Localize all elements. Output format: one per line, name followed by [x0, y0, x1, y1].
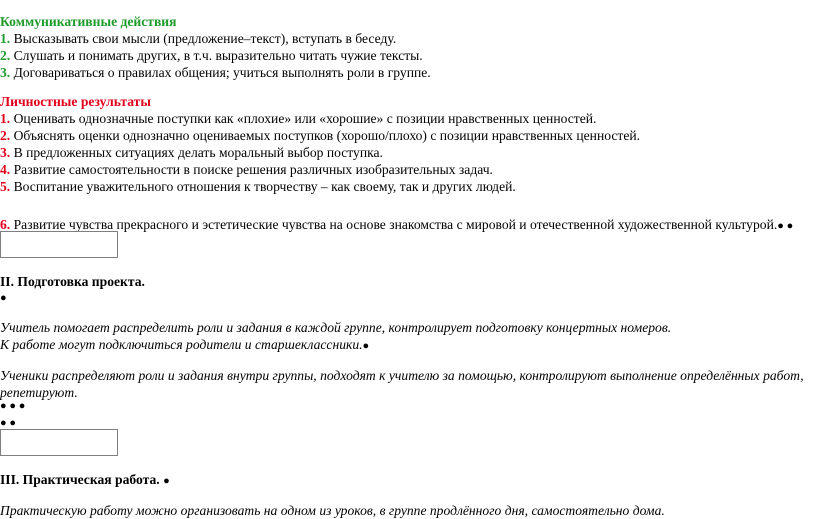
- bullet-rows: [0, 398, 816, 432]
- list-item: 1. Высказывать свои мысли (предложение–текст), вступать в беседу.: [0, 31, 397, 46]
- personal-heading: Личностные результаты: [0, 94, 151, 109]
- list-item: 3. В предложенных ситуациях делать моральный выбор поступка.: [0, 145, 383, 160]
- section3-heading: III. Практическая работа.: [0, 472, 160, 487]
- list-item: 3. Договариваться о правилах общения; учиться выполнять роли в группе.: [0, 65, 431, 80]
- bullet-icon: ● ● ●: [0, 400, 26, 412]
- bullet-icon: ●: [163, 475, 170, 487]
- communicative-heading: Коммуникативные действия: [0, 14, 177, 29]
- empty-box: [0, 231, 118, 258]
- list-item: 5. Воспитание уважительного отношения к творчеству – как своему, так и других людей.: [0, 179, 516, 194]
- bullet-icon: ●: [0, 292, 7, 304]
- list-item: 2. Слушать и понимать других, в т.ч. выразительно читать чужие тексты.: [0, 48, 423, 63]
- section2-heading: II. Подготовка проекта.: [0, 274, 145, 289]
- bullet-icon: ●: [362, 340, 370, 352]
- section3-text: Практическую работу можно организовать на одном из уроков, в группе продлённого дня, самостоятельно дома.: [0, 503, 665, 518]
- bullet-icon: ● ●: [0, 417, 17, 429]
- empty-box: [0, 429, 118, 456]
- list-item: 4. Развитие самостоятельности в поиске решения различных изобразительных задач.: [0, 162, 493, 177]
- communicative-section: [0, 13, 816, 81]
- section3-heading-line: [0, 471, 816, 490]
- teacher-text: Учитель помогает распределить роли и задания в каждой группе, контролирует подготовку концертных номеров. К работе могут подключиться родители и старшеклассники.●: [0, 320, 672, 352]
- list-item: 6. Развитие чувства прекрасного и эстетические чувства на основе знакомства с мировой и отечественной художественной культурой.● ●: [0, 217, 794, 232]
- bullet-icon: ● ●: [777, 220, 794, 232]
- section2-heading-line: [0, 273, 816, 307]
- personal-section: [0, 93, 816, 195]
- students-text: Ученики распределяют роли и задания внутри группы, подходят к учителю за помощью, контролируют выполнение определённых работ, репетируют.: [0, 368, 804, 400]
- list-item: 1. Оценивать однозначные поступки как «плохие» или «хорошие» с позиции нравственных ценностей.: [0, 111, 597, 126]
- list-item: 2. Объяснять оценки однозначно оцениваемых поступков (хорошо/плохо) с позиции нравственных ценностей.: [0, 128, 641, 143]
